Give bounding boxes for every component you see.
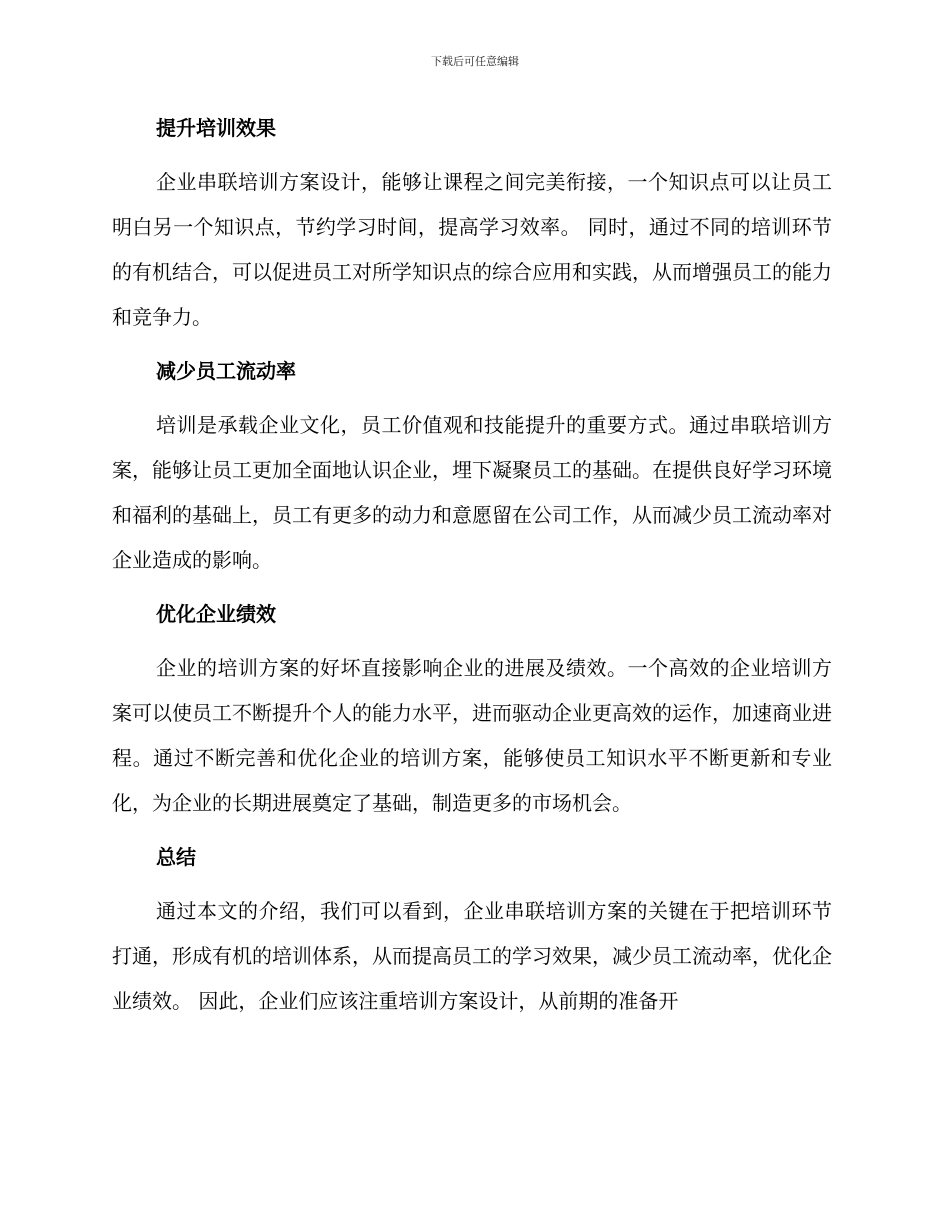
section-improve-training	[112, 110, 832, 353]
section-heading: 总结	[156, 845, 196, 869]
section-heading: 优化企业绩效	[156, 602, 276, 626]
section-reduce-turnover	[112, 353, 832, 596]
section-paragraph: 培训是承载企业文化，员工价值观和技能提升的重要方式。通过串联培训方案，能够让员工更加全面地认识企业，埋下凝聚员工的基础。在提供良好学习环境和福利的基础上，员工有更多的动力和意愿留在公司工作，从而减少员工流动率对企业造成的影响。	[112, 413, 832, 572]
section-heading: 减少员工流动率	[156, 359, 296, 383]
section-paragraph: 企业串联培训方案设计，能够让课程之间完美衔接，一个知识点可以让员工明白另一个知识点，节约学习时间，提高学习效率。 同时，通过不同的培训环节的有机结合，可以促进员工对所学知识点的综合应用和实践，从而增强员工的能力和竞争力。	[112, 170, 832, 329]
section-summary	[112, 839, 832, 1024]
section-optimize-performance	[112, 596, 832, 839]
section-paragraph: 通过本文的介绍，我们可以看到，企业串联培训方案的关键在于把培训环节打通，形成有机的培训体系，从而提高员工的学习效果，减少员工流动率，优化企业绩效。 因此，企业们应该注重培训方案设计，从前期的准备开	[112, 899, 832, 1013]
section-paragraph: 企业的培训方案的好坏直接影响企业的进展及绩效。一个高效的企业培训方案可以使员工不断提升个人的能力水平，进而驱动企业更高效的运作，加速商业进程。通过不断完善和优化企业的培训方案，能够使员工知识水平不断更新和专业化，为企业的长期进展奠定了基础，制造更多的市场机会。	[112, 656, 832, 815]
section-heading: 提升培训效果	[156, 116, 276, 140]
header-note: 下载后可任意编辑	[431, 55, 519, 68]
document-body	[112, 110, 832, 1024]
